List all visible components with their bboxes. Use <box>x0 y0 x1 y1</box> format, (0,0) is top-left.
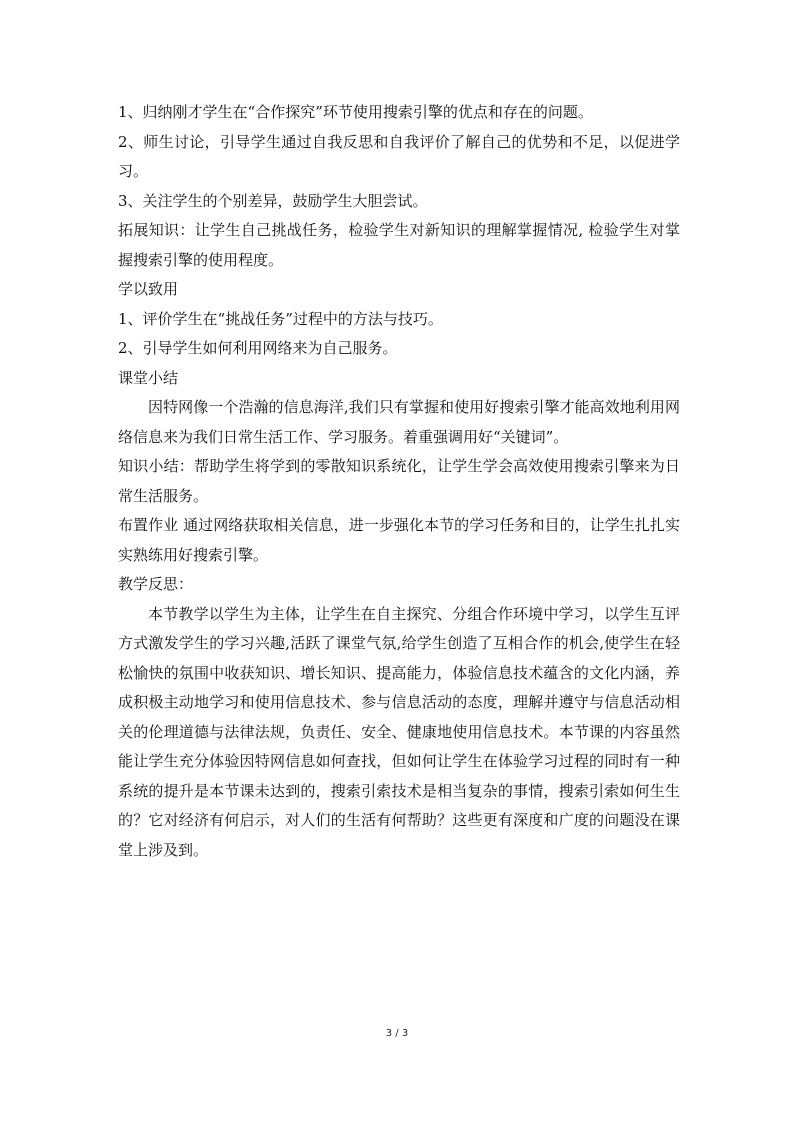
paragraph-reflection-body: 本节教学以学生为主体，让学生在自主探究、分组合作环境中学习，以学生互评方式激发学生的学习兴趣,活跃了课堂气氛,给学生创造了互相合作的机会,使学生在轻松愉快的氛围中收获知识、增长知识、提高能力，体验信息技术蕴含的文化内涵，养成积极主动地学习和使用信息技术、参与信息活动的态度，理解并遵守与信息活动相关的伦理道德与法律法规，负责任、安全、健康地使用信息技术。本节课的内容虽然能让学生充分体验因特网信息如何查找，但如何让学生在体验学习过程的同时有一种系统的提升是本节课未达到的，搜索引索技术是相当复杂的事情，搜索引索如何生生的？它对经济有何启示，对人们的生活有何帮助？这些更有深度和广度的问题没在课堂上涉及到。 <box>118 604 680 859</box>
section-heading-apply-learning: 学以致用 <box>118 280 179 298</box>
list-item-evaluate-methods: 1、评价学生在“挑战任务”过程中的方法与技巧。 <box>118 309 443 328</box>
paragraph-homework: 布置作业 通过网络获取相关信息，进一步强化本节的学习任务和目的，让学生扎扎实实熟练用好搜索引擎。 <box>118 516 680 564</box>
paragraph-extended-knowledge: 拓展知识：让学生自己挑战任务，检验学生对新知识的理解掌握情况, 检验学生对掌握搜索引擎的使用程度。 <box>118 221 680 269</box>
list-item-discussion-self-reflection: 2、师生讨论，引导学生通过自我反思和自我评价了解自己的优势和不足，以促进学习。 <box>118 132 680 180</box>
paragraph-knowledge-summary: 知识小结：帮助学生将学到的零散知识系统化，让学生学会高效使用搜索引擎来为日常生活服务。 <box>118 457 680 505</box>
list-item-summarize-search-pros-cons: 1、归纳刚才学生在“合作探究”环节使用搜索引擎的优点和存在的问题。 <box>118 103 593 121</box>
section-heading-class-summary: 课堂小结 <box>118 368 179 387</box>
list-item-individual-differences: 3、关注学生的个别差异，鼓励学生大胆尝试。 <box>118 191 428 210</box>
document-body <box>118 98 680 865</box>
list-item-use-network: 2、引导学生如何利用网络来为自己服务。 <box>118 339 398 357</box>
page-number: 3 / 3 <box>385 1028 409 1039</box>
section-heading-teaching-reflection: 教学反思： <box>118 575 194 593</box>
paragraph-internet-ocean: 因特网像一个浩瀚的信息海洋,我们只有掌握和使用好搜索引擎才能高效地利用网络信息来为我们日常生活工作、学习服务。着重强调用好“关键词”。 <box>118 398 680 446</box>
